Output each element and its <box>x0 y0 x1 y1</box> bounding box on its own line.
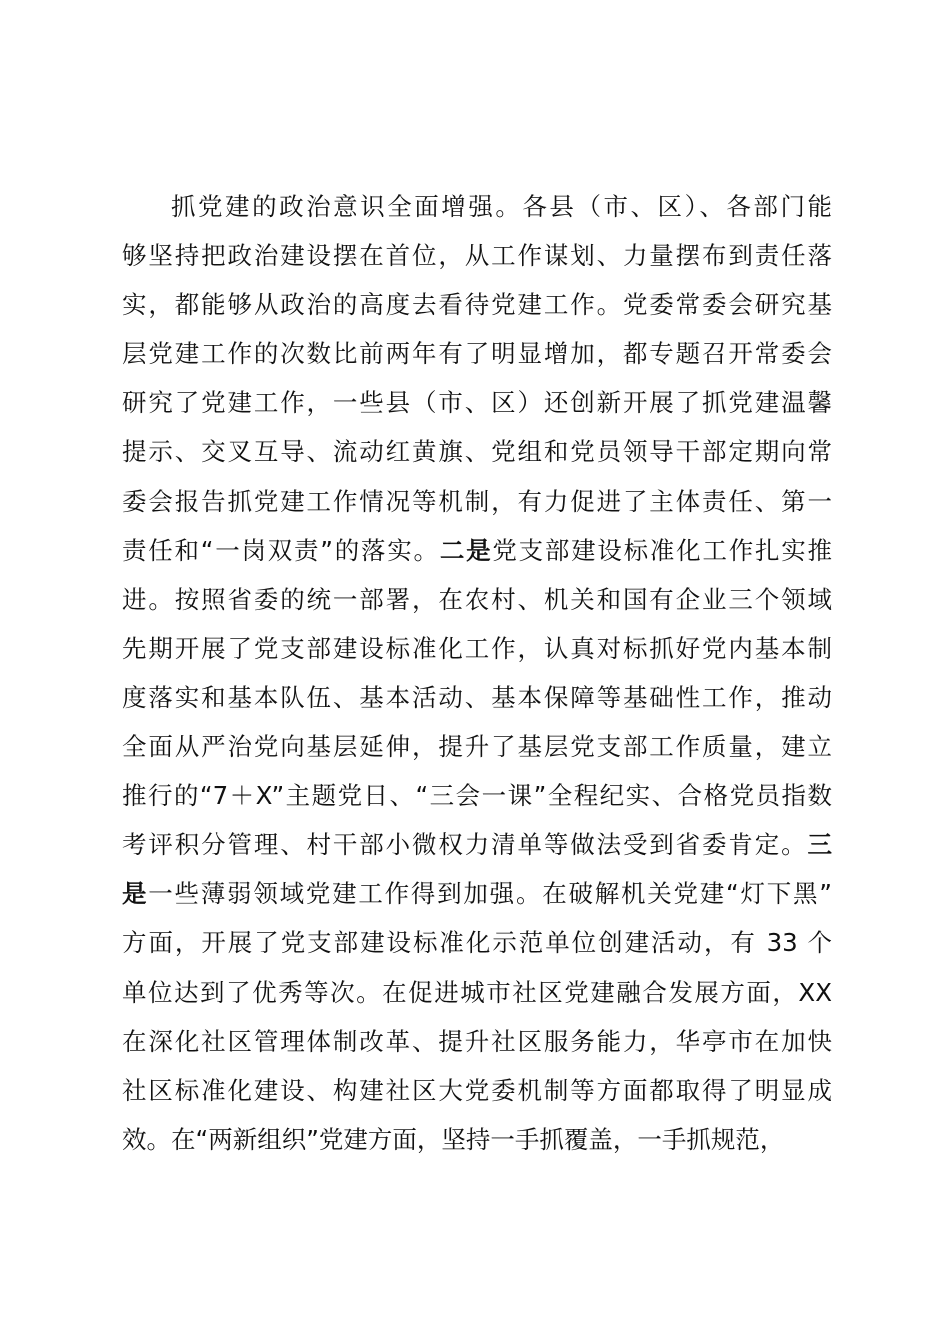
text-run: 单位达到了优秀等次。在促进城市社区党建融合发展方面，XX <box>122 977 832 1007</box>
text-line <box>122 182 832 231</box>
text-run: 抓党建的政治意识全面增强。各县（市、区）、各部门能 <box>171 192 832 221</box>
text-run: 度落实和基本队伍、基本活动、基本保障等基础性工作，推动 <box>122 682 832 712</box>
bold-text-run: 是 <box>122 879 149 909</box>
body-paragraph <box>122 182 832 1164</box>
text-line <box>122 771 832 820</box>
text-run: 党支部建设标准化工作扎实推 <box>492 535 833 565</box>
text-run: 先期开展了党支部建设标准化工作，认真对标抓好党内基本制 <box>122 633 832 663</box>
text-run: 在深化社区管理体制改革、提升社区服务能力，华亭市在加快 <box>122 1026 832 1056</box>
text-run: 推行的“7＋X”主题党日、“三会一课”全程纪实、合格党员指数 <box>122 781 832 811</box>
text-line <box>122 918 832 967</box>
bold-text-run: 三 <box>807 830 832 860</box>
text-line <box>122 968 832 1017</box>
text-run: 提示、交叉互导、流动红黄旗、党组和党员领导干部定期向常 <box>122 437 832 467</box>
text-run: 层党建工作的次数比前两年有了明显增加，都专题召开常委会 <box>122 339 832 369</box>
text-run: 一些薄弱领域党建工作得到加强。在破解机关党建“灯下黑” <box>148 879 832 909</box>
text-line <box>122 624 832 673</box>
text-line <box>122 231 832 280</box>
text-run: 研究了党建工作，一些县（市、区）还创新开展了抓党建温馨 <box>122 388 832 418</box>
bold-text-run: 二是 <box>439 535 493 565</box>
text-line <box>122 378 832 427</box>
text-run: 考评积分管理、村干部小微权力清单等做法受到省委肯定。 <box>122 830 808 860</box>
text-run: 够坚持把政治建设摆在首位，从工作谋划、力量摆布到责任落 <box>122 241 832 271</box>
text-line <box>122 722 832 771</box>
text-line <box>122 280 832 329</box>
text-line <box>122 869 832 918</box>
text-run: 责任和“一岗双责”的落实。 <box>122 535 440 565</box>
text-run: 效。在“两新组织”党建方面，坚持一手抓覆盖，一手抓规范， <box>122 1124 785 1154</box>
text-line <box>122 427 832 476</box>
text-line <box>122 575 832 624</box>
text-line <box>122 526 832 575</box>
text-line <box>122 1017 832 1066</box>
text-line <box>122 329 832 378</box>
text-line <box>122 1066 832 1115</box>
text-run: 进。按照省委的统一部署，在农村、机关和国有企业三个领域 <box>122 584 832 614</box>
text-line <box>122 820 832 869</box>
text-run: 社区标准化建设、构建社区大党委机制等方面都取得了明显成 <box>122 1075 832 1105</box>
text-line <box>122 673 832 722</box>
text-run: 委会报告抓党建工作情况等机制，有力促进了主体责任、第一 <box>122 486 832 516</box>
text-run: 实，都能够从政治的高度去看待党建工作。党委常委会研究基 <box>122 290 832 320</box>
text-run: 全面从严治党向基层延伸，提升了基层党支部工作质量，建立 <box>122 732 832 762</box>
text-line <box>122 1115 832 1164</box>
text-line <box>122 477 832 526</box>
text-run: 方面，开展了党支部建设标准化示范单位创建活动，有 33 个 <box>122 928 832 958</box>
